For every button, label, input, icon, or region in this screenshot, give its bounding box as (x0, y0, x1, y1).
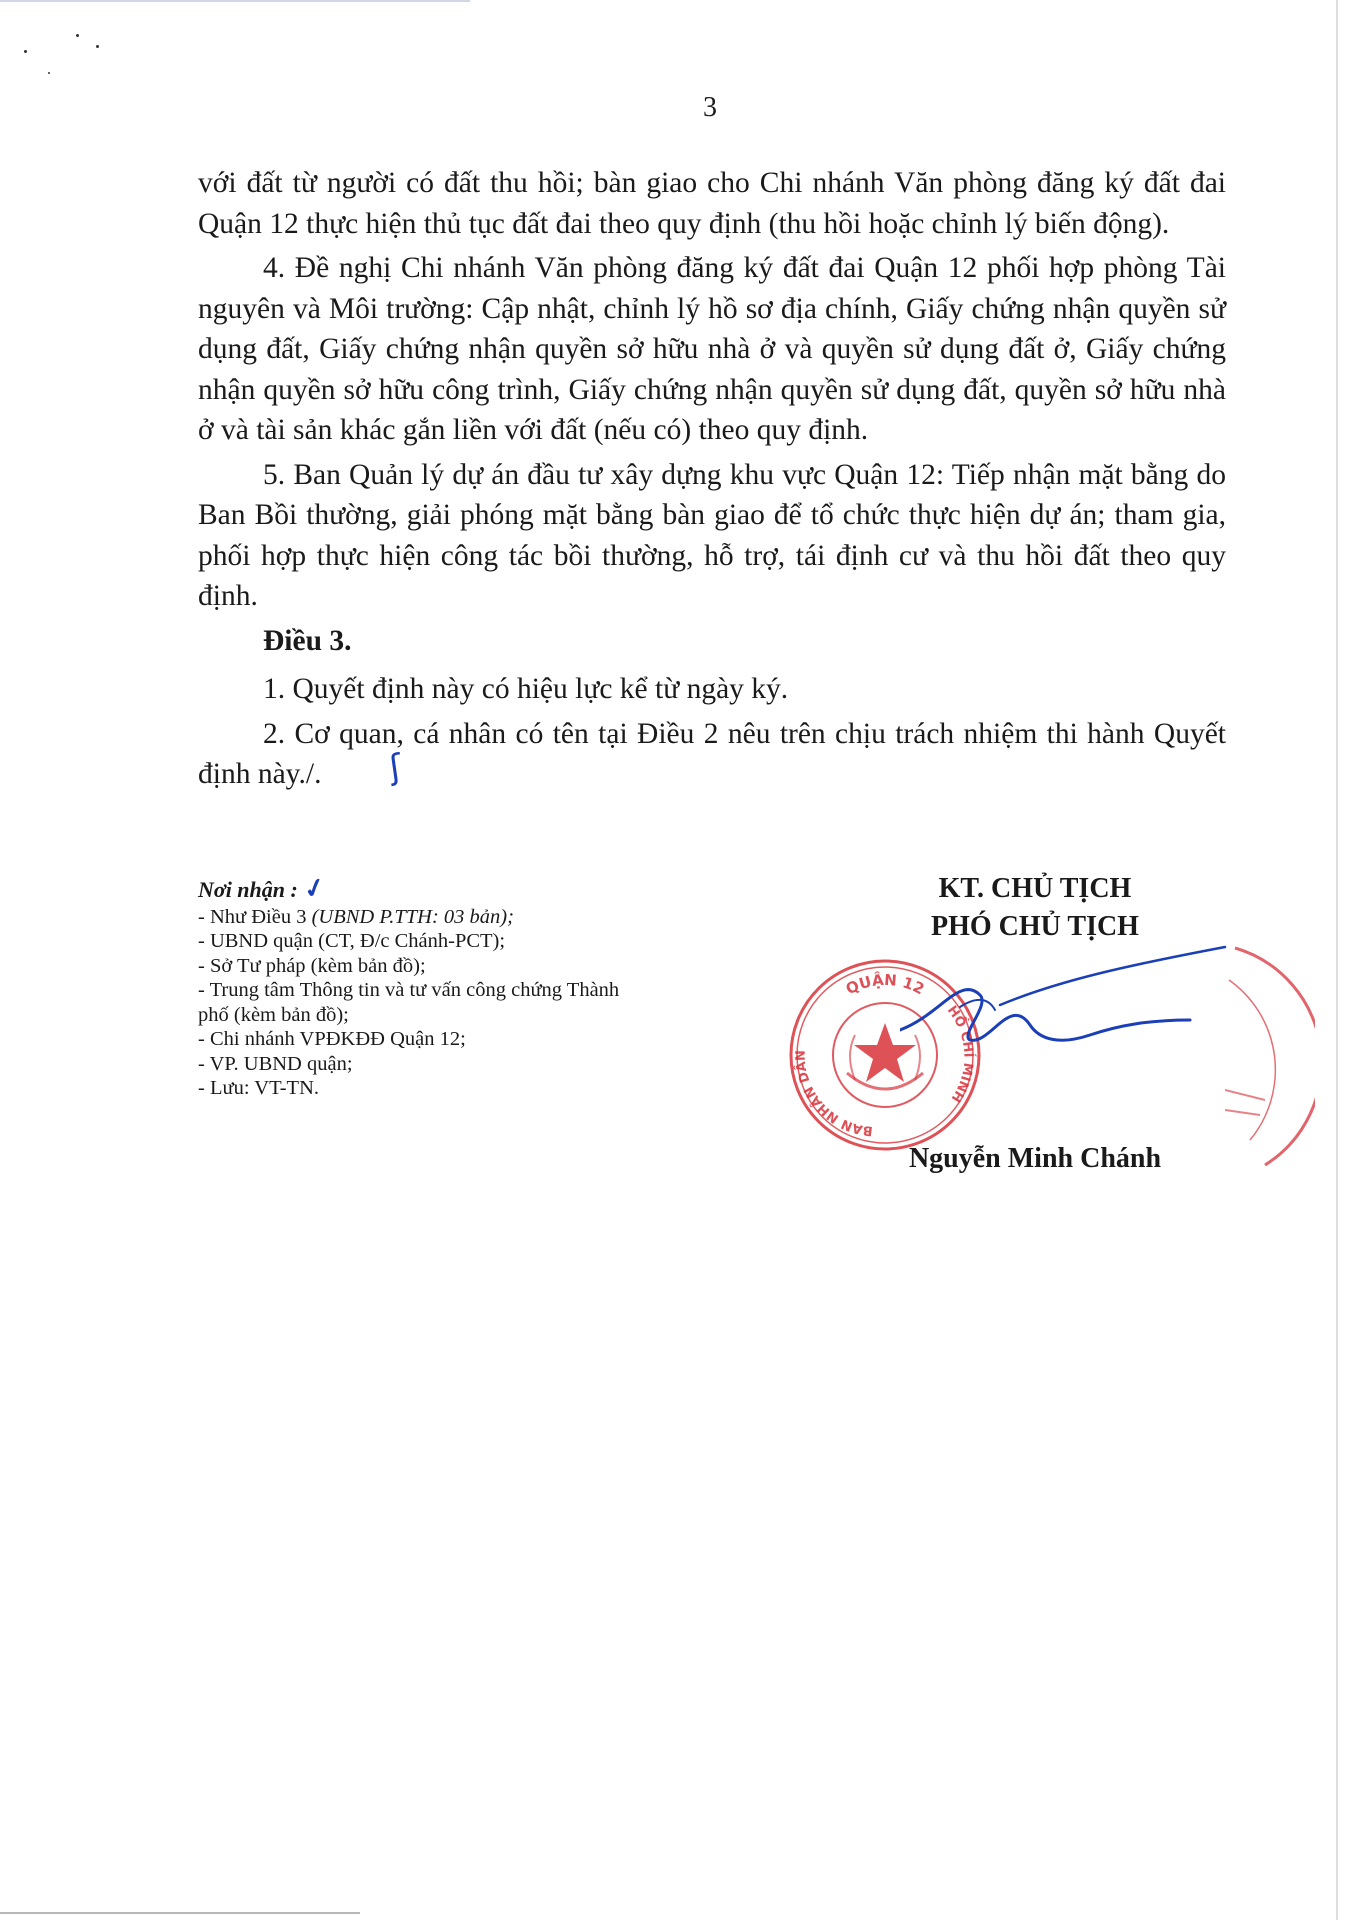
paragraph-item-4: 4. Đề nghị Chi nhánh Văn phòng đăng ký đất đai Quận 12 phối hợp phòng Tài nguyên và Môi trường: Cập nhật, chỉnh lý hồ sơ địa chính, Giấy chứng nhận quyền sử dụng đất, Giấy chứng nhận quyền sở hữu nhà ở và quyền sử dụng đất ở, Giấy chứng nhận quyền sở hữu công trình, Giấy chứng nhận quyền sử dụng đất, quyền sở hữu nhà ở và tài sản khác gắn liền với đất (nếu có) theo quy định. (198, 252, 1226, 446)
recipient-item-note: (UBND P.TTH: 03 bản); (311, 905, 514, 928)
recipient-item (198, 978, 648, 1027)
recipient-item (198, 1052, 648, 1077)
scan-speck (76, 34, 79, 37)
scan-artifact-top (0, 0, 470, 2)
seal-text-top: QUẬN 12 (842, 970, 928, 999)
recipient-item (198, 1076, 648, 1101)
recipients-list (198, 871, 648, 1101)
recipient-item-text: - Như Điều 3 (198, 905, 312, 928)
recipient-item (198, 1027, 648, 1052)
handwritten-signature-icon (900, 935, 1240, 1055)
seal-text-left: BAN NHÂN DÂN (793, 1050, 874, 1139)
initial-mark-icon: ʃ (387, 746, 405, 789)
page-number: 3 (703, 92, 717, 123)
initial-mark-icon: ✓ (300, 871, 329, 906)
recipients-items (198, 905, 648, 1101)
recipient-item-text: - Lưu: VT-TN. (198, 1077, 320, 1099)
recipient-item-text: - Chi nhánh VPĐKĐĐ Quận 12; (198, 1028, 466, 1050)
scan-artifact-bottom (0, 1912, 360, 1914)
scan-artifact-right-edge (1336, 0, 1338, 1920)
recipient-item (198, 905, 648, 930)
recipient-item-text: - Trung tâm Thông tin và tư vấn công chứng Thành phố (kèm bản đồ); (198, 979, 620, 1026)
scan-speck (24, 50, 27, 53)
paragraph-item-5: 5. Ban Quản lý dự án đầu tư xây dựng khu vực Quận 12: Tiếp nhận mặt bằng do Ban Bồi thường, giải phóng mặt bằng bàn giao để tổ chức thực hiện dự án; tham gia, phối hợp thực hiện công tác bồi thường, hỗ trợ, tái định cư và thu hồi đất theo quy định. (198, 458, 1226, 612)
signer-name: Nguyễn Minh Chánh (908, 1143, 1162, 1174)
article-3-item-1: 1. Quyết định này có hiệu lực kể từ ngày ký. (263, 673, 789, 705)
paragraph-continuation: với đất từ người có đất thu hồi; bàn giao cho Chi nhánh Văn phòng đăng ký đất đai Quận 12 thực hiện thủ tục đất đai theo quy định (thu hồi hoặc chỉnh lý biến động). (198, 167, 1226, 240)
scan-speck (96, 45, 99, 48)
recipients-title-text: Nơi nhận : (198, 877, 298, 902)
signature-title-line-2: PHÓ CHỦ TỊCH (931, 911, 1139, 942)
recipients-title (198, 871, 648, 906)
article-3-item-2 (198, 714, 1226, 795)
article-3-item-2-text: 2. Cơ quan, cá nhân có tên tại Điều 2 nêu trên chịu trách nhiệm thi hành Quyết định này./. (198, 717, 1226, 790)
document-body (198, 163, 1226, 799)
recipient-item (198, 954, 648, 979)
article-3-heading: Điều 3. (263, 624, 352, 657)
signature-title-line-1: KT. CHỦ TỊCH (938, 873, 1132, 904)
recipient-item (198, 929, 648, 954)
scan-speck (48, 72, 50, 74)
recipient-item-text: - VP. UBND quận; (198, 1052, 353, 1075)
seal-text-right: HỒ CHÍ MINH (943, 1003, 976, 1105)
recipient-item-text: - UBND quận (CT, Đ/c Chánh-PCT); (198, 930, 506, 952)
recipient-item-text: - Sở Tư pháp (kèm bản đồ); (198, 954, 426, 977)
